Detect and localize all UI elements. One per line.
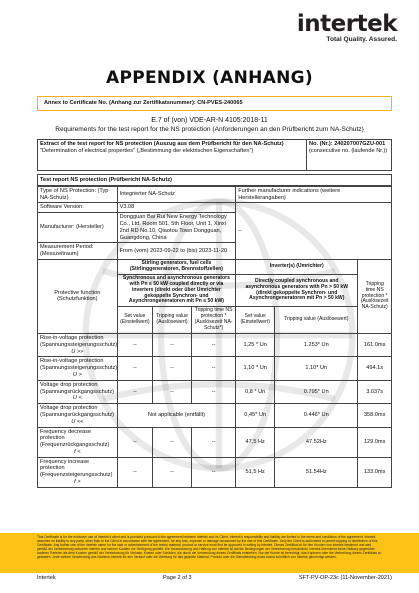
table-row: Rise-in-voltage protection (Spannungssteigerungsschutz) U > -- -- -- 1,10 * Un 1.10* Un 494.1s	[38, 357, 392, 380]
function-header: Protective function (Schutzfunktion)	[38, 259, 118, 333]
logo-wordmark: intertek	[296, 11, 397, 37]
table-row: Voltage drop protection (Spannungsrückgangsschutz) U << Not applicable (entfällt) 0,45* Un 0.446* Un 358.0ms	[38, 404, 392, 427]
period-label: Measurement Period: (Messzeitraum)	[38, 243, 118, 260]
manufacturer-value: Dongguan Bai Rui New Energy Technology Co., Ltd. Room 501, 5th Floor, Unit 1, Xinxi 2nd RD No.10, Qiaotou Town Dongguan, Guangdong, China	[117, 213, 236, 243]
manufacturer-label: Manufacturer: (Hersteller)	[38, 213, 118, 243]
footer-page-number: Page 2 of 3	[162, 575, 192, 581]
table-row: Voltage drop protection (Spannungsrückgangsschutz) U < -- -- -- 0,8 * Un 0.795* Un 3.037s	[38, 380, 392, 403]
table-row: Frequency increase protection (Frequenzsteigerungsschutz) f > -- -- -- 51,5 Hz 51.54Hz 133.0ms	[38, 457, 392, 487]
standard-line: E.7 of (von) VDE-AR-N 4105:2018-11	[151, 117, 268, 124]
logo-tagline: Total Quality. Assured.	[326, 36, 397, 43]
col-set2-header: Set value (Einstellwert)	[236, 307, 275, 334]
group-right-sub: Directly coupled synchronous and asynchronous generators with Pn > 50 kW (direkt gekoppelte Synchron- und Asynchrongeneratoren mit Pn > 50 kW)	[236, 274, 358, 307]
type-value: Integrierter NA-Schutz	[117, 186, 236, 203]
col-time2-header: Tripping time NS protection * (Auslösezeit NA-Schutz)	[358, 259, 392, 333]
group-right-title: Inverter(s) (Umrichter)	[236, 259, 358, 274]
footer-company: Intertek	[37, 575, 56, 581]
report-number: No. (Nr.): 240207007GZU-001 (consecutive no. (laufende Nr.))	[307, 140, 392, 171]
intertek-logo	[297, 12, 397, 43]
extract-header-table	[37, 139, 392, 171]
table-row: Rise-in-voltage protection (Spannungssteigerungsschutz) U >> -- -- -- 1,25 * Un 1.253* Un 161.0ms	[38, 333, 392, 356]
period-value: From (vom) 2023-09-22 to (bis) 2023-11-20	[117, 243, 236, 260]
section-title-table	[37, 174, 392, 186]
ns-protection-table	[37, 186, 392, 488]
type-label: Type of NS Protection: (Typ NA-Schutz)	[38, 186, 118, 203]
page-footer	[37, 575, 392, 581]
requirements-line: Requirements for the test report for the NS protection (Anforderungen an den Prüfbericht zum NA-Schutz)	[55, 126, 364, 133]
not-applicable: Not applicable (entfällt)	[117, 404, 236, 427]
disclaimer-fine-print: This Certificate is for the exclusive use of Intertek's client and is provided pursuant to the agreement between Intertek and its Client. Intertek's responsibility and liability are limited to the terms and conditions of the agreement. Intertek assumes no liability to any party, other than to the Client in accordance with the agreement, for any loss, expense or damage occasioned by the use of this Certificate. Only the Client is authorized to permit copying or distribution of this Certificate. Any further use of the Intertek name for the sale or advertisement of the tested material, product or service must first be approved in writing by Intertek. Dieses Zertifikat ist für den Kunden von Intertek bestimmt und wird gemäß der Vereinbarung zwischen Intertek und seinem Kunden zur Verfügung gestellt. Die Verantwortung und Haftung von Intertek ist auf die Bedingungen der Vereinbarung beschränkt. Intertek übernimmt keine Haftung gegenüber anderen Parteien als dem Kunden gemäß der Vereinbarung für Verluste, Kosten oder Schäden, die durch die Verwendung dieses Zertifikats entstehen. Nur der Kunde ist berechtigt, das Kopieren oder die Verbreitung dieses Zertifikats zu gestatten. Jede weitere Verwendung des Namens Intertek für den Verkauf oder die Werbung für das geprüfte Material, Produkt oder die Dienstleistung muss zuerst schriftlich von Intertek genehmigt werden.	[0, 533, 419, 573]
table-row: Frequency decrease protection (Frequenzrückgangsschutz) f < -- -- -- 47,5 Hz 47.52Hz 129.0ms	[38, 427, 392, 457]
group-left-sub: Synchronous and asynchronous generators with Pn ≤ 50 kW coupled directly or via inverters (direkt oder über Umrichter gekoppelte Synchron- und Asynchrongeneratoren mit Pn ≤ 50 kW)	[117, 274, 236, 307]
col-set-header: Set value (Einstellwert)	[117, 307, 152, 334]
software-value: V3.08	[117, 203, 236, 213]
extract-label: Extract of the test report for NS protection (Auszug aus dem Prüfbericht für den NA-Schutz) "Determination of electrical properties" („Bestimmung der elektrischen Eigenschaften")	[38, 140, 307, 171]
page-title: APPENDIX (ANHANG)	[106, 68, 313, 88]
group-left-title: Stirling generators, fuel cells (Stirlinggeneratoren, Brennstoffzellen)	[117, 259, 236, 274]
col-tripping-header: Tripping value (Auslösewert)	[153, 307, 192, 334]
section-title: Test report NS protection (Prüfbericht NA-Schutz)	[38, 175, 392, 186]
col-time-header: Tripping time NS protection * (Auslösezeit NA-Schutz*)	[191, 307, 235, 334]
further-indications-label: Further manufacturer indications (weitere Herstellerangaben)	[236, 186, 392, 203]
annex-box: Annex to Certificate No. (Anhang zur Zertifikatsnummer): CN-PVES-240065	[37, 96, 392, 111]
further-indications-value: --	[236, 203, 392, 260]
col-tripping2-header: Tripping value (Auslösewert)	[275, 307, 358, 334]
footer-form-id: SFT-PV-OP-23c (11-November-2021)	[298, 575, 392, 581]
document-body	[37, 139, 392, 488]
software-label: Software Version:	[38, 203, 118, 213]
